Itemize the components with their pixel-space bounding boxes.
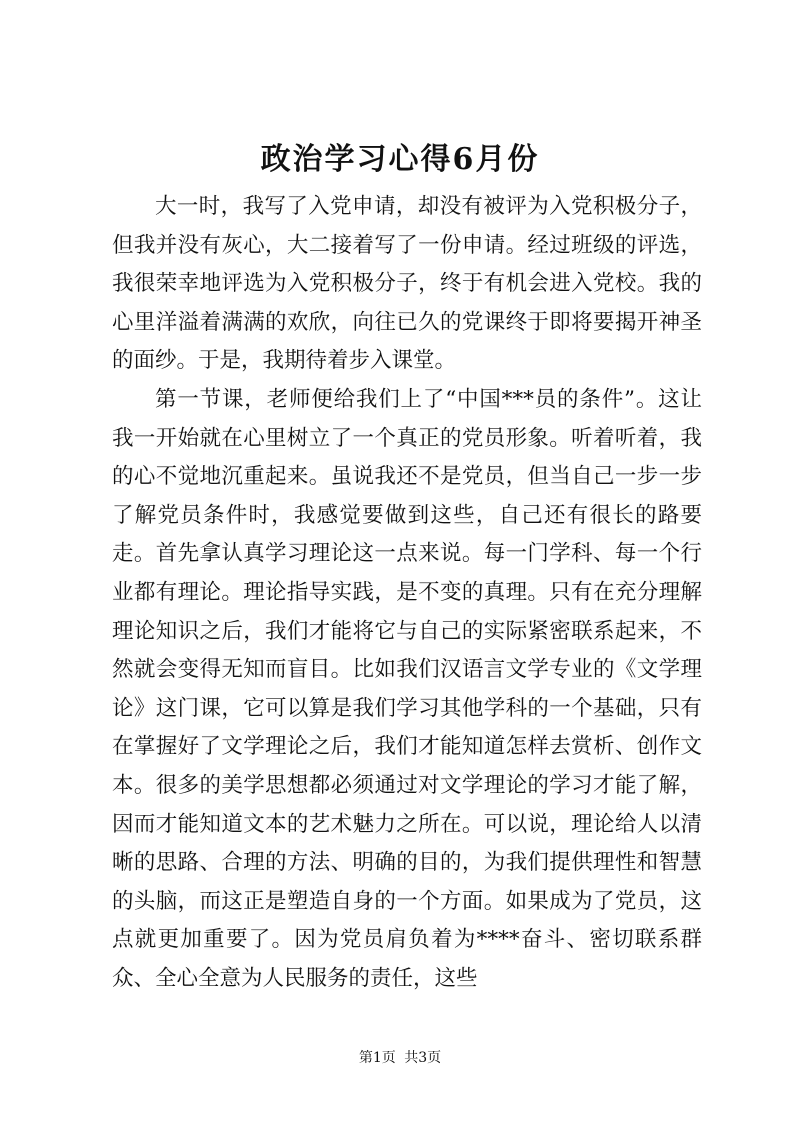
paragraph-1: 大一时，我写了入党申请，却没有被评为入党积极分子，但我并没有灰心，大二接着写了一份申请。经过班级的评选，我很荣幸地评选为入党积极分子，终于有机会进入党校。我的心里洋溢着满满的欢欣，向往已久的党课终于即将要揭开神圣的面纱。于是，我期待着步入课堂。 (112, 194, 702, 374)
paragraph-2: 第一节课，老师便给我们上了“中国***员的条件”。这让我一开始就在心里树立了一个真正的党员形象。听着听着，我的心不觉地沉重起来。虽说我还不是党员，但当自己一步一步了解党员条件时，我感觉要做到这些，自己还有很长的路要走。首先拿认真学习理论这一点来说。每一门学科、每一个行业都有理论。理论指导实践，是不变的真理。只有在充分理解理论知识之后，我们才能将它与自己的实际紧密联系起来，不然就会变得无知而盲目。比如我们汉语言文学专业的《文学理论》这门课，它可以算是我们学习其他学科的一个基础，只有在掌握好了文学理论之后，我们才能知道怎样去赏析、创作文本。很多的美学思想都必须通过对文学理论的学习才能了解，因而才能知道文本的艺术魅力之所在。可以说，理论给人以清晰的思路、合理的方法、明确的目的，为我们提供理性和智慧的头脑，而这正是塑造自身的一个方面。如果成为了党员，这点就更加重要了。因为党员肩负着为****奋斗、密切联系群众、全心全意为人民服务的责任，这些 (112, 386, 702, 991)
document-body (112, 188, 702, 998)
page-number: 第1页 (358, 1050, 396, 1066)
page-footer (0, 1048, 800, 1068)
document-title: 政治学习心得6月份 (260, 142, 540, 177)
page-total: 共3页 (404, 1050, 442, 1066)
